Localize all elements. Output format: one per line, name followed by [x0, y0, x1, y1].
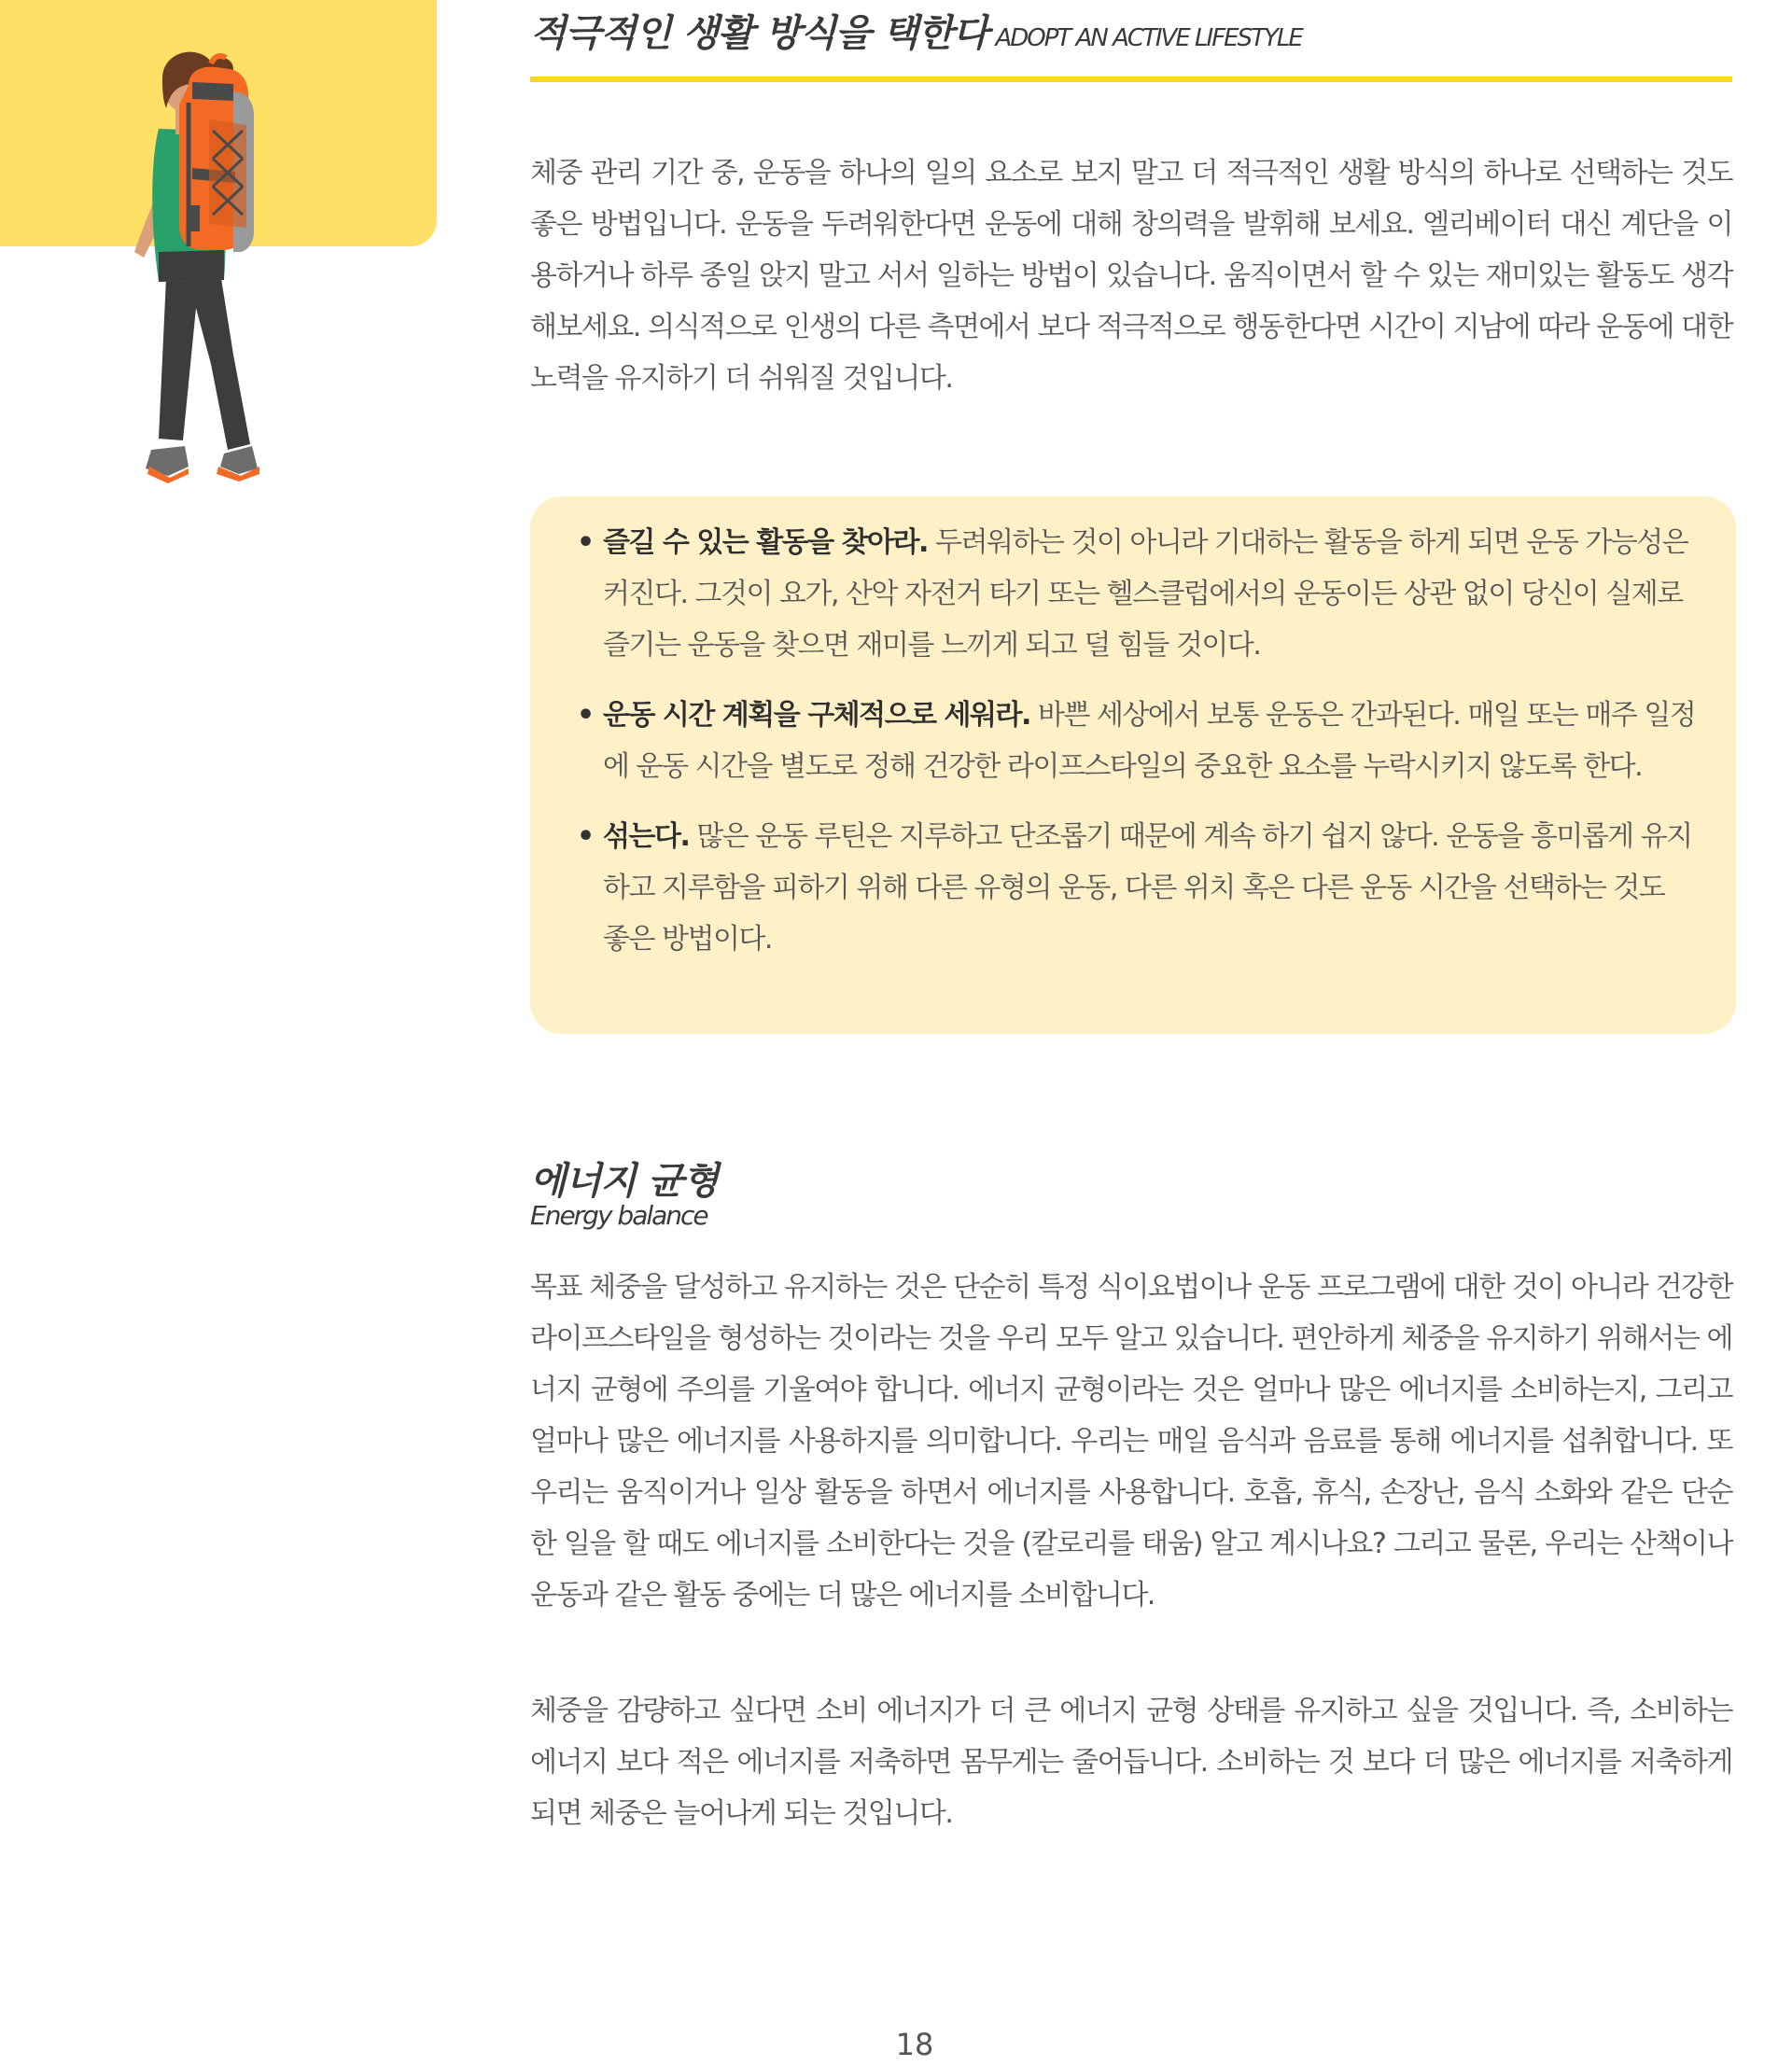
section-title-ko: 적극적인 생활 방식을 택한다 [530, 12, 988, 55]
hiker-illustration [131, 28, 355, 504]
section-title-en: ADOPT AN ACTIVE LIFESTYLE [995, 24, 1302, 52]
title-underline [530, 77, 1732, 82]
energy-paragraph-1: 목표 체중을 달성하고 유지하는 것은 단순히 특정 식이요법이나 운동 프로그램에 대한 것이 아니라 건강한 라이프스타일을 형성하는 것이라는 것을 우리 모두 알고 있습니다. 편안하게 체중을 유지하기 위해서는 에너지 균형에 주의를 기울여야 합니다. 에너지 균형이라는 것은 얼마나 많은 에너지를 소비하는지, 그리고 얼마나 많은 에너지를 사용하지를 의미합니다. 우리는 매일 음식과 음료를 통해 에너지를 섭취합니다. 또 우리는 움직이거나 일상 활동을 하면서 에너지를 사용합니다. 호흡, 휴식, 손장난, 음식 소화와 같은 단순한 일을 할 때도 에너지를 소비한다는 것을 (칼로리를 태움) 알고 계시나요? 그리고 물론, 우리는 산책이나 운동과 같은 활동 중에는 더 많은 에너지를 소비합니다. [530, 1271, 1732, 1612]
energy-subtitle: Energy balance [530, 1200, 707, 1231]
intro-paragraph: 체중 관리 기간 중, 운동을 하나의 일의 요소로 보지 말고 더 적극적인 생활 방식의 하나로 선택하는 것도 좋은 방법입니다. 운동을 두려워한다면 운동에 대해 창의력을 발휘해 보세요. 엘리베이터 대신 계단을 이용하거나 하루 종일 앉지 말고 서서 일하는 방법이 있습니다. 움직이면서 할 수 있는 재미있는 활동도 생각해보세요. 의식적으로 인생의 다른 측면에서 보다 적극적으로 행동한다면 시간이 지남에 따라 운동에 대한 노력을 유지하기 더 쉬워질 것입니다. [530, 157, 1732, 395]
tip-heading: 즐길 수 있는 활동을 찾아라. [603, 526, 928, 559]
tip-heading: 섞는다. [603, 820, 690, 853]
tip-item [577, 811, 1697, 965]
tip-body: 바쁜 세상에서 보통 운동은 간과된다. 매일 또는 매주 일정에 운동 시간을 별도로 정해 건강한 라이프스타일의 중요한 요소를 누락시키지 않도록 한다. [603, 699, 1696, 783]
tips-box [530, 496, 1736, 1034]
energy-title: 에너지 균형 [530, 1160, 719, 1203]
tip-body: 많은 운동 루틴은 지루하고 단조롭기 때문에 계속 하기 쉽지 않다. 운동을 흥미롭게 유지하고 지루함을 피하기 위해 다른 유형의 운동, 다른 위치 혹은 다른 운동 시간을 선택하는 것도 좋은 방법이다. [603, 820, 1692, 956]
tip-item [577, 690, 1697, 792]
tips-list [577, 517, 1697, 984]
tip-item [577, 517, 1697, 671]
tip-body: 두려워하는 것이 아니라 기대하는 활동을 하게 되면 운동 가능성은 커진다. 그것이 요가, 산악 자전거 타기 또는 헬스클럽에서의 운동이든 상관 없이 당신이 실제로 즐기는 운동을 찾으면 재미를 느끼게 되고 덜 힘들 것이다. [603, 526, 1688, 662]
section-title [530, 4, 1302, 57]
page-number: 18 [895, 2027, 934, 2062]
tip-heading: 운동 시간 계획을 구체적으로 세워라. [603, 699, 1030, 732]
energy-paragraph-2: 체중을 감량하고 싶다면 소비 에너지가 더 큰 에너지 균형 상태를 유지하고 싶을 것입니다. 즉, 소비하는 에너지 보다 적은 에너지를 저축하면 몸무게는 줄어듭니다. 소비하는 것 보다 더 많은 에너지를 저축하게 되면 체중은 늘어나게 되는 것입니다. [530, 1695, 1732, 1830]
